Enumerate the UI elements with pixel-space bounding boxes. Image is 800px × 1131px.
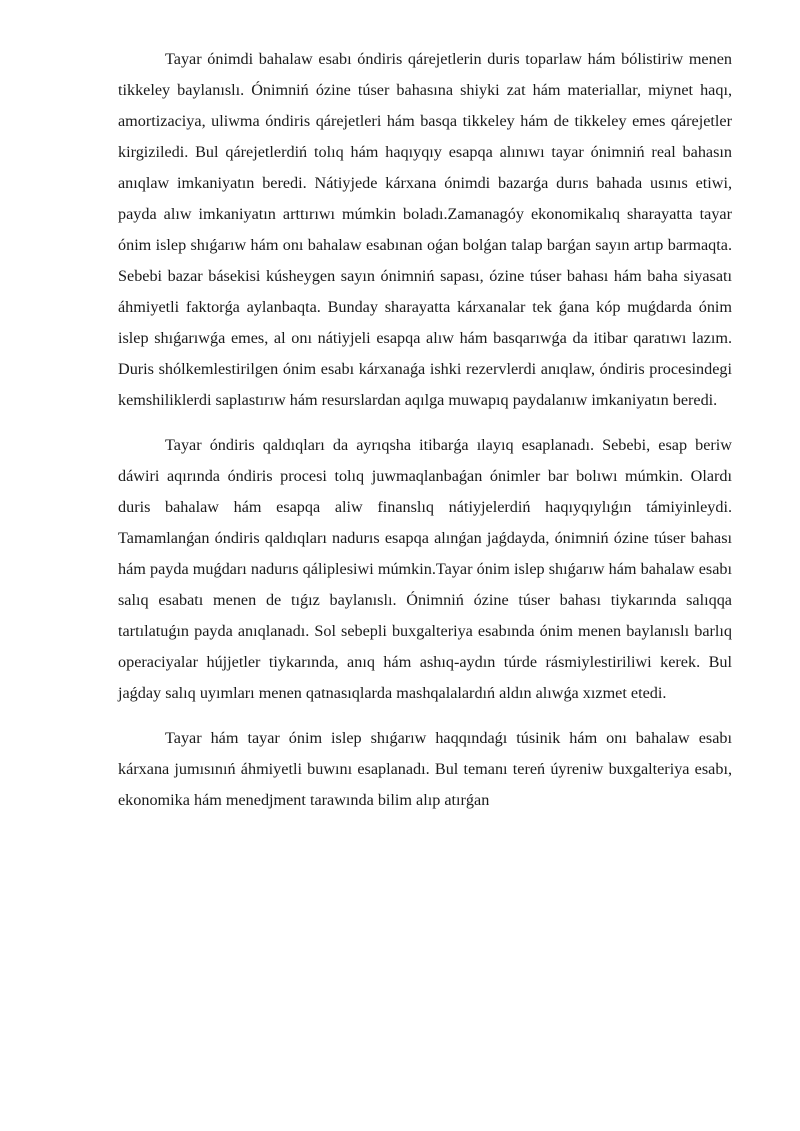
- paragraph-conclusion: Tayar hám tayar ónim islep shıǵarıw haqqındaǵı túsinik hám onı bahalaw esabı kárxana jumısınıń áhmiyetli buwını esaplanadı. Bul temanı tereń úyreniw buxgalteriya esabı, ekonomika hám menedjment tarawında bilim alıp atırǵan: [118, 729, 732, 809]
- paragraph-production-residues: Tayar óndiris qaldıqları da ayrıqsha itibarǵa ılayıq esaplanadı. Sebebi, esap beriw dáwiri aqırında óndiris procesi tolıq juwmaqlanbaǵan ónimler bar bolıwı múmkin. Olardı duris bahalaw hám esapqa aliw finanslıq nátiyjelerdiń haqıyqıylıǵın támiyinleydi. Tamamlanǵan óndiris qaldıqları nadurıs esapqa alınǵan jaǵdayda, ónimniń ózine túser bahası hám payda muǵdarı nadurıs qáliplesiwi múmkin.Tayar ónim islep shıǵarıw hám bahalaw esabı salıq esabatı menen de tıǵız baylanıslı. Ónimniń ózine túser bahası tiykarında salıqqa tartılatuǵın payda anıqlanadı. Sol sebepli buxgalteriya esabında ónim menen baylanıslı barlıq operaciyalar hújjetler tiykarında, anıq hám ashıq-aydın túrde rásmiylestiriliwi kerek. Bul jaǵday salıq uyımları menen qatnasıqlarda mashqalalardıń aldın alıwǵa xızmet etedi.: [118, 436, 732, 702]
- paragraph-product-cost: Tayar ónimdi bahalaw esabı óndiris qárejetlerin duris toparlaw hám bólistiriw menen tikkeley baylanıslı. Ónimniń ózine túser bahasına shiyki zat hám materiallar, miynet haqı, amortizaciya, uliwma óndiris qárejetleri hám basqa tikkeley hám de tikkeley emes qárejetler kirgiziledi. Bul qárejetlerdiń tolıq hám haqıyqıy esapqa alınıwı tayar ónimniń real bahasın anıqlaw imkaniyatın beredi. Nátiyjede kárxana ónimdi bazarǵa durıs bahada usınıs etiwi, payda alıw imkaniyatın arttırıwı múmkin boladı.Zamanagóy ekonomikalıq sharayatta tayar ónim islep shıǵarıw hám onı bahalaw esabınan oǵan bolǵan talap barǵan sayın artıp barmaqta. Sebebi bazar básekisi kúsheygen sayın ónimniń sapası, ózine túser bahası hám baha siyasatı áhmiyetli faktorǵa aylanbaqta. Bunday sharayatta kárxanalar tek ǵana kóp muǵdarda ónim islep shıǵarıwǵa emes, al onı nátiyjeli esapqa alıw hám basqarıwǵa da itibar qaratıwı lazım. Duris shólkemlestirilgen ónim esabı kárxanaǵa ishki rezervlerdi anıqlaw, óndiris procesindegi kemshiliklerdi saplastırıw hám resurslardan aqılga muwapıq paydalanıw imkaniyatın beredi.: [118, 50, 732, 409]
